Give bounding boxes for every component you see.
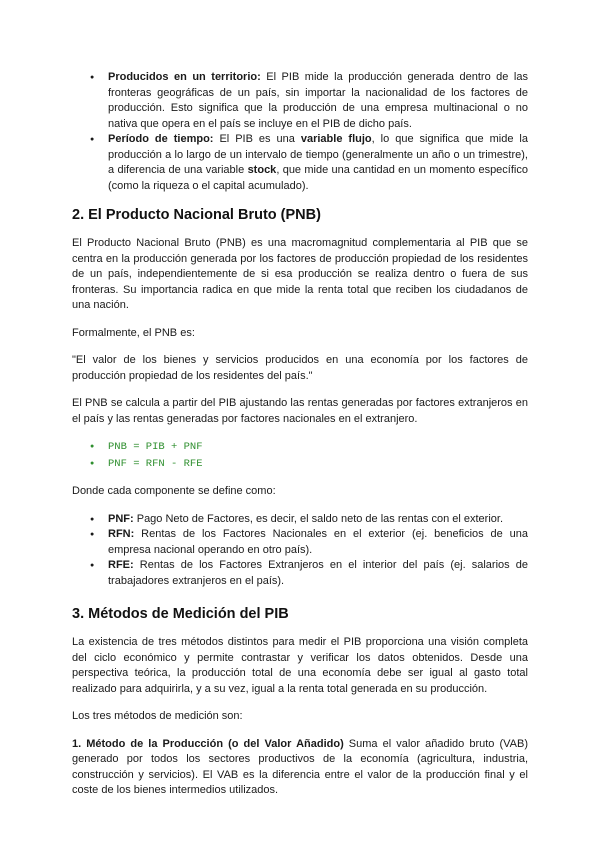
bullet-term: RFN: — [108, 528, 135, 540]
formula-code: PNF = RFN - RFE — [108, 457, 203, 470]
bullet-text: Pago Neto de Factores, es decir, el saldo neto de las rentas con el exterior. — [133, 512, 503, 525]
bullet-term: Producidos en un territorio: — [108, 71, 261, 83]
quote-paragraph: "El valor de los bienes y servicios producidos en una economía por los factores de producción propiedad de los residentes del país." — [72, 354, 528, 382]
method-title: 1. Método de la Producción (o del Valor Añadido) — [72, 737, 344, 750]
paragraph: Donde cada componente se define como: — [72, 485, 276, 497]
list-item — [72, 439, 528, 456]
list-item — [72, 527, 528, 558]
page-content — [72, 70, 528, 799]
component-list — [72, 512, 528, 590]
paragraph: El PNB se calcula a partir del PIB ajustando las rentas generadas por factores extranjeros en el país y las rentas generadas por factores nacionales en el extranjero. — [72, 397, 528, 425]
paragraph — [72, 737, 528, 799]
bullet-term: RFE: — [108, 559, 134, 571]
bullet-text: , que mide una cantidad en un momento específico (como la riqueza o el capital acumulado). — [108, 164, 528, 192]
bullet-text: El PIB mide la producción generada dentro de las fronteras geográficas de un país, sin importar la nacionalidad de los factores de producción. Esto significa que la producción de una empresa multinacional o no nativa que opera en el país se incluye en el PIB de dicho país. — [108, 71, 528, 130]
formula-list — [72, 439, 528, 472]
bullet-bold: variable flujo — [300, 133, 372, 145]
method-text: Suma el valor añadido bruto (VAB) generado por todos los sectores productivos de la economía (agricultura, industria, construcción y servicios). El VAB es la diferencia entre el valor de la producción final y el coste de los bienes intermedios utilizados. — [72, 737, 528, 796]
top-bullet-list — [72, 70, 528, 194]
section-heading: 3. Métodos de Medición del PIB — [72, 606, 289, 622]
paragraph: Formalmente, el PNB es: — [72, 326, 195, 339]
bullet-term: Período de tiempo: — [108, 133, 214, 145]
list-item — [72, 70, 528, 132]
bullet-text: , lo que significa que mide la producción a lo largo de un intervalo de tiempo (generalmente un año o un trimestre), a diferencia de una variable — [108, 133, 528, 176]
paragraph: La existencia de tres métodos distintos para medir el PIB proporciona una visión completa del ciclo económico y permite contrastar y verificar los datos obtenidos. Desde una perspectiva teórica, la producción total de una economía debe ser igual al gasto total realizado para adquirirla, y a su vez, igual a la renta total generada en su producción. — [72, 636, 528, 695]
list-item — [72, 456, 528, 473]
list-item — [72, 132, 528, 194]
paragraph: El Producto Nacional Bruto (PNB) es una macromagnitud complementaria al PIB que se centra en la producción generada por los factores de producción propiedad de los residentes de un país, independientemente de si esa producción se realiza dentro o fuera de sus fronteras. Su importancia radica en que mide la renta total que reciben los ciudadanos de una nación. — [72, 237, 528, 311]
bullet-bold: stock — [247, 164, 277, 176]
paragraph: Los tres métodos de medición son: — [72, 710, 243, 722]
list-item — [72, 558, 528, 589]
bullet-text: El PIB es una — [213, 133, 301, 145]
bullet-text: Rentas de los Factores Extranjeros en el interior del país (ej. salarios de trabajadores extranjeros en el país). — [108, 559, 528, 587]
list-item — [72, 512, 528, 528]
section-heading: 2. El Producto Nacional Bruto (PNB) — [72, 207, 321, 223]
bullet-text: Rentas de los Factores Nacionales en el exterior (ej. beneficios de una empresa nacional operando en otro país). — [108, 528, 528, 556]
formula-code: PNB = PIB + PNF — [108, 441, 203, 453]
bullet-term: PNF: — [108, 512, 134, 525]
